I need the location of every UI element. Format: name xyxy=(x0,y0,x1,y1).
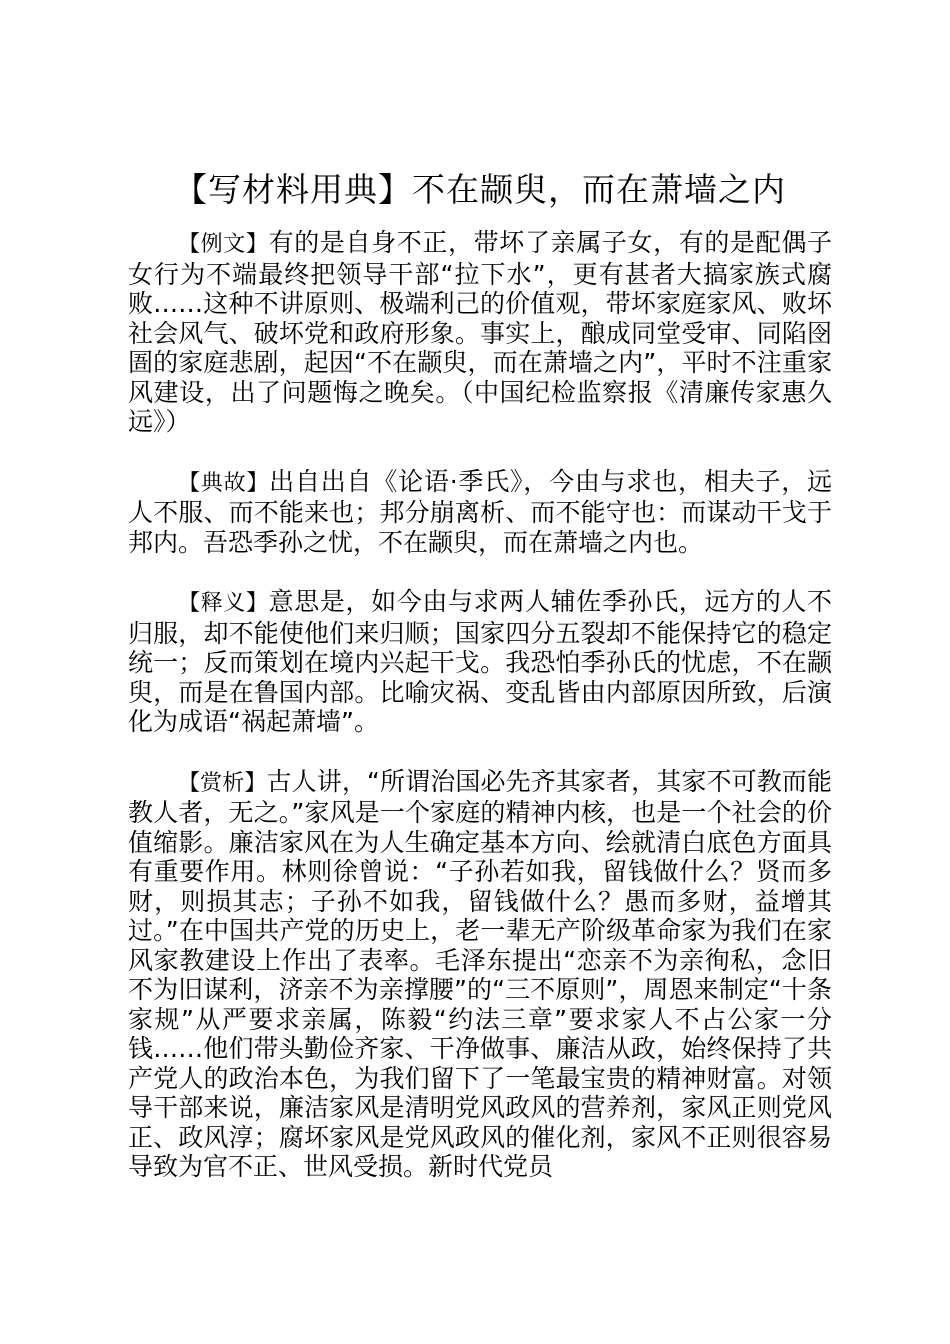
paragraph-meaning xyxy=(128,587,832,737)
document-page xyxy=(128,166,832,1212)
section-tag-analysis: 【赏析】 xyxy=(178,770,267,796)
paragraph-allusion xyxy=(128,467,832,558)
section-text-allusion: 出自出自《论语·季氏》，今由与求也，相夫子，远人不服、而不能来也；邦分崩离析、而不能守也：而谋动干戈于邦内。吾恐季孙之忧，不在颛臾，而在萧墙之内也。 xyxy=(128,466,832,557)
section-text-example: 有的是自身不正，带坏了亲属子女，有的是配偶子女行为不端最终把领导干部“拉下水”，更有甚者大搞家族式腐败……这种不讲原则、极端利己的价值观，带坏家庭家风、败坏社会风气、破坏党和政府形象。事实上，酿成同堂受审、同陷囹圄的家庭悲剧，起因“不在颛臾，而在萧墙之内”，平时不注重家风建设，出了问题悔之晚矣。（中国纪检监察报《清廉传家惠久远》） xyxy=(128,228,832,436)
paragraph-example xyxy=(128,228,832,437)
paragraph-analysis xyxy=(128,767,832,1182)
section-tag-example: 【例文】 xyxy=(178,232,269,257)
section-tag-meaning: 【释义】 xyxy=(178,591,269,616)
section-text-meaning: 意思是，如今由与求两人辅佐季孙氏，远方的人不归服，却不能使他们来归顺；国家四分五裂却不能保持它的稳定统一；反而策划在境内兴起干戈。我恐怕季孙氏的忧虑，不在颛臾，而是在鲁国内部。比喻灾祸、变乱皆由内部原因所致，后演化为成语“祸起萧墙”。 xyxy=(128,587,832,736)
section-text-analysis: 古人讲，“所谓治国必先齐其家者，其家不可教而能教人者，无之。”家风是一个家庭的精神内核，也是一个社会的价值缩影。廉洁家风在为人生确定基本方向、绘就清白底色方面具有重要作用。林则徐曾说：“子孙若如我，留钱做什么？贤而多财，则损其志；子孙不如我，留钱做什么？愚而多财，益增其过。”在中国共产党的历史上，老一辈无产阶级革命家为我们在家风家教建设上作出了表率。毛泽东提出“恋亲不为亲徇私，念旧不为旧谋利，济亲不为亲撑腰”的“三不原则”，周恩来制定“十条家规”从严要求亲属，陈毅“约法三章”要求家人不占公家一分钱……他们带头勤俭齐家、干净做事、廉洁从政，始终保持了共产党人的政治本色，为我们留下了一笔最宝贵的精神财富。对领导干部来说，廉洁家风是清明党风政风的营养剂，家风正则党风正、政风淳；腐坏家风是党风政风的催化剂，家风不正则很容易导致为官不正、世风受损。新时代党员 xyxy=(128,766,832,1181)
section-tag-allusion: 【典故】 xyxy=(178,470,270,496)
document-title: 【写材料用典】不在颛臾，而在萧墙之内 xyxy=(174,170,786,209)
